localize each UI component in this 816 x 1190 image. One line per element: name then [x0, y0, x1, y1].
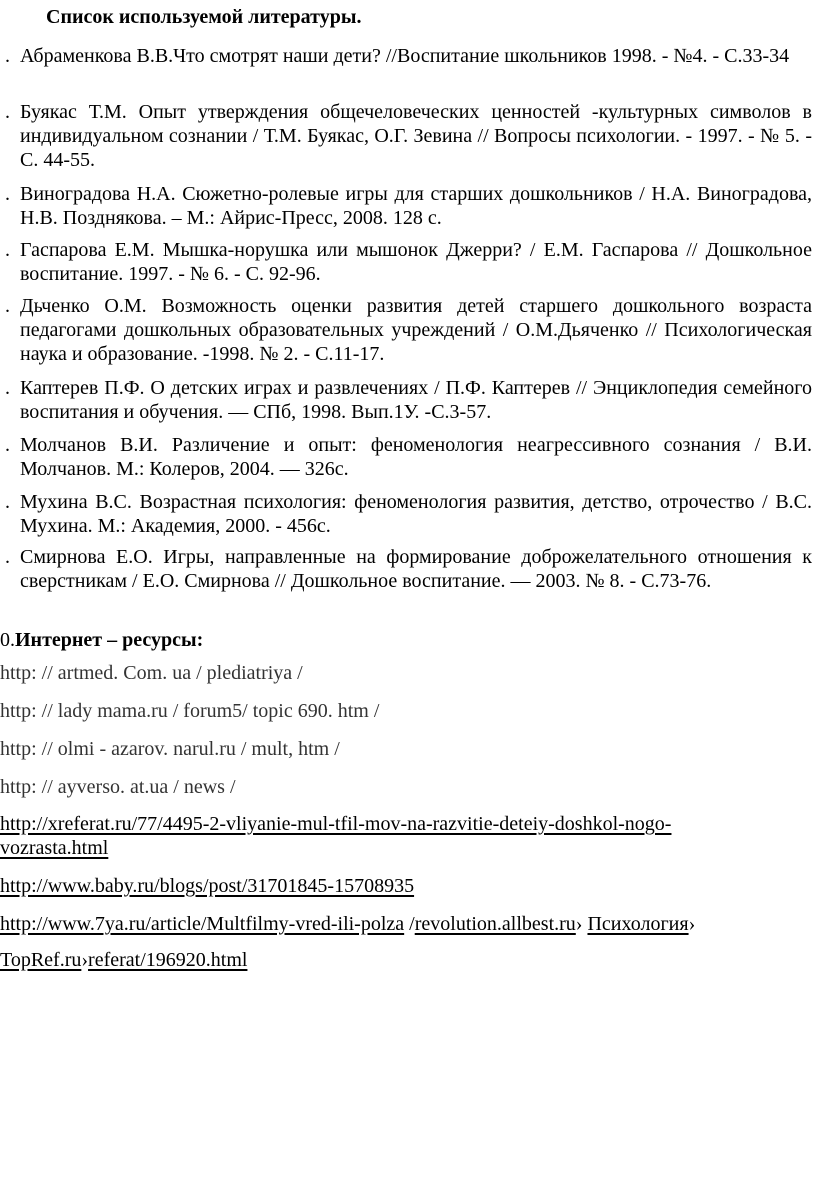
- reference-number: .: [5, 45, 10, 67]
- resource-link[interactable]: http: // ayverso. at.ua / news /: [0, 776, 236, 798]
- separator-chevron: ›: [688, 913, 696, 935]
- reference-text: Смирнова Е.О. Игры, направленные на формирование доброжелательного отношения к сверстникам / Е.О. Смирнова // Дошкольное воспитание. — 2003. № 8. - С.73-76.: [20, 546, 812, 592]
- xreferat-link-line1[interactable]: http://xreferat.ru/77/4495-2-vliyanie-mul-tfil-mov-na-razvitie-deteiy-doshkol-nogo-: [0, 813, 672, 835]
- reference-text: Буякас Т.М. Опыт утверждения общечеловеческих ценностей -культурных символов в индивидуальном сознании / Т.М. Буякас, О.Г. Зевина // Вопросы психологии. - 1997. - № 5. - С. 44-55.: [20, 101, 812, 171]
- separator-chevron: ›: [575, 913, 588, 935]
- page-title: Список используемой литературы.: [46, 6, 362, 28]
- links-row: [0, 948, 247, 972]
- 7ya-link[interactable]: http://www.7ya.ru/article/Multfilmy-vred-ili-polza: [0, 913, 405, 935]
- resource-link[interactable]: http: // lady mama.ru / forum5/ topic 690. htm /: [0, 700, 380, 722]
- referat-link[interactable]: referat/196920.html: [88, 949, 248, 971]
- reference-number: .: [5, 101, 10, 123]
- separator-chevron: ›: [81, 949, 89, 971]
- xreferat-link[interactable]: [0, 812, 671, 836]
- reference-text: Абраменкова В.В.Что смотрят наши дети? //Воспитание школьников 1998. - №4. - С.33-34: [20, 45, 790, 67]
- section-label: Интернет – ресурсы:: [15, 629, 204, 651]
- reference-number: .: [5, 491, 10, 513]
- allbest-link[interactable]: revolution.allbest.ru: [414, 913, 576, 935]
- internet-resources-heading: [0, 628, 203, 652]
- reference-number: .: [5, 377, 10, 399]
- reference-text: Виноградова Н.А. Сюжетно-ролевые игры для старших дошкольников / Н.А. Виноградова, Н.В. Позднякова. – М.: Айрис-Пресс, 2008. 128 с.: [20, 183, 812, 229]
- reference-text: Гаспарова Е.М. Мышка-норушка или мышонок Джерри? / Е.М. Гаспарова // Дошкольное воспитание. 1997. - № 6. - С. 92-96.: [20, 239, 812, 285]
- section-number: 0.: [0, 629, 15, 651]
- xreferat-link-continued[interactable]: [0, 836, 108, 860]
- reference-text: Дьченко О.М. Возможность оценки развития детей старшего дошкольного возраста педагогами дошкольных образовательных учреждений / О.М.Дьяченко // Психологическая наука и образование. -1998. № 2. - С.11-17.: [20, 295, 812, 365]
- baby-link[interactable]: http://www.baby.ru/blogs/post/31701845-15708935: [0, 875, 415, 897]
- reference-text: Мухина В.С. Возрастная психология: феноменология развития, детство, отрочество / В.С. Мухина. М.: Академия, 2000. - 456с.: [20, 491, 812, 537]
- reference-number: .: [5, 295, 10, 317]
- reference-number: .: [5, 546, 10, 568]
- reference-number: .: [5, 183, 10, 205]
- resource-link[interactable]: http: // artmed. Com. ua / plediatriya /: [0, 662, 303, 684]
- reference-number: .: [5, 434, 10, 456]
- reference-text: Каптерев П.Ф. О детских играх и развлечениях / П.Ф. Каптерев // Энциклопедия семейного воспитания и обучения. — СПб, 1998. Вып.1У. -С.3-57.: [20, 377, 812, 423]
- reference-text: Молчанов В.И. Различение и опыт: феноменология неагрессивного сознания / В.И. Молчанов. М.: Колеров, 2004. — 326с.: [20, 434, 812, 480]
- xreferat-link-line2[interactable]: vozrasta.html: [0, 837, 109, 859]
- links-row: [0, 912, 695, 936]
- topref-link[interactable]: TopRef.ru: [0, 949, 82, 971]
- reference-number: .: [5, 239, 10, 261]
- resource-link[interactable]: http: // olmi - azarov. narul.ru / mult, htm /: [0, 738, 340, 760]
- psychology-link[interactable]: Психология: [587, 913, 689, 935]
- separator-slash: /: [404, 913, 415, 935]
